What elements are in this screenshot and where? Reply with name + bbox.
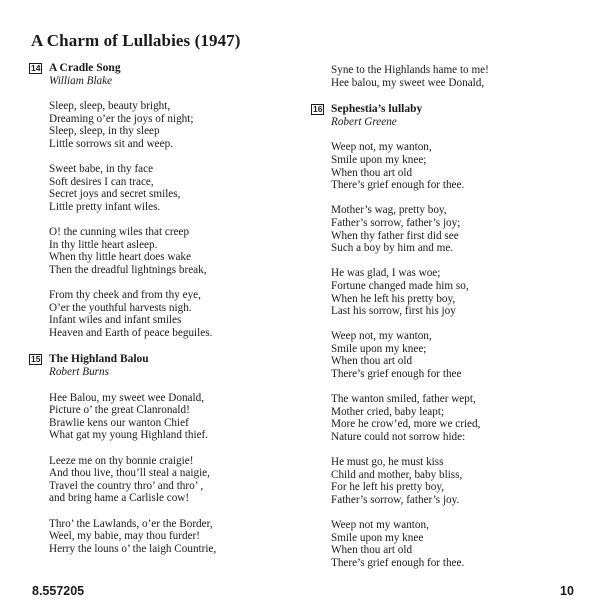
song-title: A Cradle Song: [49, 62, 121, 74]
verse-line: Sleep, sleep, in thy sleep: [49, 125, 160, 138]
stanza: [49, 289, 294, 339]
track-number: 14: [31, 63, 41, 73]
stanza: [49, 226, 294, 276]
verse-line: Father’s sorrow, father’s joy;: [331, 216, 461, 229]
verse-line: Weel, my babie, may thou furder!: [49, 530, 201, 543]
song-section: [311, 103, 581, 569]
verse-line: When thou art old: [331, 544, 413, 557]
verse-line: Leeze me on thy bonnie craigie!: [49, 454, 194, 467]
verse-line: The wanton smiled, father wept,: [331, 393, 476, 406]
verse-line: Mother’s wag, pretty boy,: [331, 204, 447, 217]
verse-line: When he left his pretty boy,: [331, 292, 456, 305]
stanza: [49, 518, 294, 556]
verse-line: He was glad, I was woe;: [331, 267, 441, 280]
verse-line: Heaven and Earth of peace beguiles.: [49, 326, 213, 339]
verse-line: Secret joys and secret smiles,: [49, 188, 181, 201]
verse-line: When thou art old: [331, 355, 413, 368]
stanza: [49, 163, 294, 213]
stanza: [331, 393, 581, 443]
verse-line: Smile upon my knee;: [331, 153, 427, 166]
verse-line: Travel the country thro’ and thro’ ,: [49, 479, 204, 492]
verse-line: Thro’ the Lawlands, o’er the Border,: [49, 517, 213, 530]
verse-line: Last his sorrow, first his joy: [331, 305, 456, 318]
stanza: [49, 455, 294, 505]
stanza: [331, 141, 581, 191]
song-section: [29, 62, 294, 339]
verse-line: Brawlie kens our wanton Chief: [49, 416, 189, 429]
stanza: [331, 330, 581, 380]
track-number: 15: [31, 354, 41, 365]
verse-line: Herry the louns o’ the laigh Countrie,: [49, 542, 217, 555]
left-column: [29, 62, 294, 555]
verse-line: Weep not my wanton,: [331, 519, 429, 532]
verse-line: Then the dreadful lightnings break,: [49, 263, 207, 276]
verse-line: In thy little heart asleep.: [49, 238, 158, 251]
verse-line: For he left his pretty boy,: [331, 481, 444, 494]
verse-line: There’s grief enough for thee.: [331, 179, 465, 192]
verse-line: Hee balou, my sweet wee Donald,: [331, 76, 485, 89]
verse-line: Sweet babe, in thy face: [49, 163, 154, 176]
verse-line: Picture o’ the great Clanronald!: [49, 404, 190, 417]
verse-line: Infant wiles and infant smiles: [49, 314, 182, 327]
stanza: [331, 64, 581, 89]
verse-line: Child and mother, baby bliss,: [331, 468, 463, 481]
verse-line: Nature could not sorrow hide:: [331, 431, 466, 444]
song-section: [29, 353, 294, 555]
verse-line: When thy father first did see: [331, 229, 459, 242]
verse-line: More he crow’ed, more we cried,: [331, 418, 481, 431]
verse-line: and bring hame a Carlisle cow!: [49, 492, 190, 505]
verse-line: He must go, he must kiss: [331, 456, 444, 469]
stanza: [331, 456, 581, 506]
verse-line: Weep not, my wanton,: [331, 141, 432, 154]
verse-line: Smile upon my knee;: [331, 342, 427, 355]
song-author: Robert Greene: [331, 115, 397, 128]
page-number: 10: [560, 584, 574, 598]
verse-line: And thou live, thou’ll steal a naigie,: [49, 467, 210, 480]
verse-line: O! the cunning wiles that creep: [49, 226, 190, 239]
verse-line: Soft desires I can trace,: [49, 175, 154, 188]
catalog-number: 8.557205: [32, 584, 85, 598]
verse-line: There’s grief enough for thee.: [331, 556, 465, 569]
stanza: [49, 392, 294, 442]
continued-verse: [311, 64, 581, 89]
verse-line: Dreaming o’er the joys of night;: [49, 112, 194, 125]
verse-line: Syne to the Highlands hame to me!: [331, 64, 489, 76]
stanza: [331, 267, 581, 317]
stanza: [331, 519, 581, 569]
verse-line: Weep not, my wanton,: [331, 330, 432, 343]
verse-line: Hee Balou, my sweet wee Donald,: [49, 391, 205, 404]
verse-line: Such a boy by him and me.: [331, 242, 454, 255]
song-title: The Highland Balou: [49, 353, 149, 366]
verse-line: Mother cried, baby leapt;: [331, 405, 445, 418]
right-column: [311, 64, 581, 570]
song-title: Sephestia’s lullaby: [331, 103, 423, 116]
song-author: Robert Burns: [49, 366, 109, 379]
verse-line: O’er the youthful harvests nigh.: [49, 301, 192, 314]
stanza: [49, 100, 294, 150]
track-number: 16: [313, 104, 323, 115]
verse-line: Fortune changed made him so,: [331, 279, 469, 292]
verse-line: Father’s sorrow, father’s joy.: [331, 494, 460, 506]
verse-line: When thou art old: [331, 166, 413, 179]
verse-line: Smile upon my knee: [331, 531, 424, 544]
verse-line: Little sorrows sit and weep.: [49, 137, 173, 150]
verse-line: Sleep, sleep, beauty bright,: [49, 100, 171, 113]
verse-line: There’s grief enough for thee: [331, 368, 462, 381]
verse-line: When thy little heart does wake: [49, 251, 191, 264]
page-title: A Charm of Lullabies (1947): [31, 31, 241, 50]
verse-line: From thy cheek and from thy eye,: [49, 289, 201, 302]
song-author: William Blake: [49, 74, 113, 87]
stanza: [331, 204, 581, 254]
verse-line: Little pretty infant wiles.: [49, 200, 161, 213]
verse-line: What gat my young Highland thief.: [49, 429, 209, 442]
